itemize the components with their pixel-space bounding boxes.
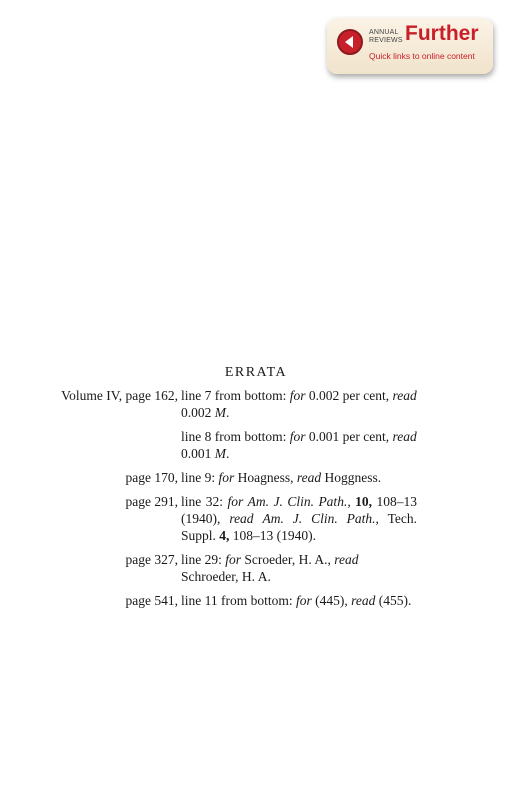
entry-correction: line 7 from bottom: for 0.002 per cent, read 0.002 M. (181, 388, 417, 420)
annual-reviews-further-badge[interactable] (327, 18, 493, 74)
entry-location: page 541, (125, 593, 178, 608)
further-wordmark: Further (405, 22, 479, 45)
entry-correction: line 11 from bottom: for (445), read (455). (181, 593, 412, 608)
entry-location: page 170, (125, 470, 178, 485)
entry-correction: line 9: for Hoagness, read Hoggness. (181, 470, 382, 485)
errata-heading: ERRATA (224, 365, 288, 380)
entry-correction: line 8 from bottom: for 0.001 per cent, read 0.001 M. (181, 429, 417, 461)
annual-reviews-brand: ANNUAL REVIEWS (369, 29, 403, 44)
entry-location: page 291, (125, 494, 178, 509)
entry-correction: line 32: for Am. J. Clin. Path., 10, 108–13 (1940), read Am. J. Clin. Path., Tech. Suppl. 4, 108–13 (1940). (181, 494, 418, 543)
back-arrow-icon (337, 29, 363, 55)
further-tagline: Quick links to online content (369, 51, 475, 61)
entry-location: page 327, (125, 552, 178, 567)
entry-location: Volume IV, page 162, (61, 388, 178, 403)
entry-correction: line 29: for Scroeder, H. A., read Schroeder, H. A. (181, 552, 359, 584)
